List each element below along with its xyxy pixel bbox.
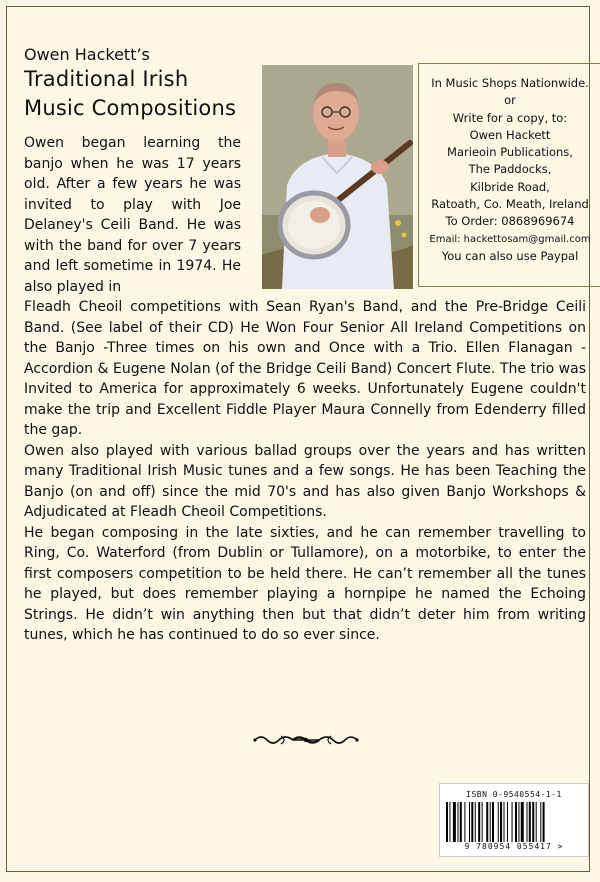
decorative-ornament-icon (251, 732, 361, 748)
contact-line: Kilbride Road, (470, 179, 550, 194)
isbn-digits: 9 780954 055417 > (464, 842, 564, 851)
isbn-barcode (439, 783, 589, 857)
contact-line: Write for a copy, to: (452, 110, 568, 125)
bio-body (24, 297, 586, 646)
bio-paragraph-3: He began composing in the late sixties, and he can remember travelling to Ring, Co. Waterford (from Dublin or Tullamore), on a motorbike, to enter the first composers competition to be held there. He can’t remember all the tunes he played, but does remember playing a hornpipe he named the Echoing Strings. He didn’t win anything then but that didn’t deter him from writing tunes, which he has continued to do so ever since. (24, 524, 586, 643)
bio-paragraph-1: Fleadh Cheoil competitions with Sean Ryan's Band, and the Pre-Bridge Ceili Band. (See label of their CD) He Won Four Senior All Ireland Competitions on the Banjo -Three times on his own and Once with a Trio. Ellen Flanagan - Accordion & Eugene Nolan (of the Bridge Ceili Band) Concert Flute. The trio was Invited to America for approximately 6 weeks. Unfortunately Eugene couldn't make the trip and Excellent Fiddle Player Maura Connelly from Edenderry filled the gap. (24, 299, 586, 438)
barcode-bars-icon (446, 802, 582, 842)
isbn-label: ISBN 0-9540554-1-1 (466, 790, 562, 799)
photo-illustration (262, 65, 413, 289)
paypal-note: You can also use Paypal (441, 248, 579, 263)
banjo-player-photo (262, 65, 413, 289)
title-line-2: Music Compositions (24, 96, 237, 120)
contact-line: Ratoath, Co. Meath, Ireland (431, 197, 589, 212)
contact-line: Owen Hackett (469, 127, 551, 142)
author-name: Owen Hackett’s (24, 45, 150, 64)
title-line-1: Traditional Irish (24, 67, 189, 91)
page-frame (6, 6, 590, 872)
order-phone: To Order: 0868969674 (445, 214, 575, 229)
contact-line: The Paddocks, (468, 162, 552, 177)
content-area (24, 45, 591, 643)
contact-box (418, 63, 600, 287)
contact-email: Email: hackettosam@gmail.com (429, 233, 591, 245)
contact-line: Marieoin Publications, (447, 145, 573, 160)
contact-line: In Music Shops Nationwide. (431, 76, 589, 90)
bio-paragraph-2: Owen also played with various ballad groups over the years and has written many Traditional Irish Music tunes and a few songs. He has been Teaching the Banjo (on and off) since the mid 70's and has also given Banjo Workshops & Adjudicated at Fleadh Cheoil Competitions. (24, 442, 586, 520)
contact-line: or (504, 93, 516, 108)
bio-intro: Owen began learning the banjo when he was 17 years old. After a few years he was invited to play with Joe Delaney's Ceili Band. He was with the band for over 7 years and left sometime in 1974. He also played in (24, 135, 241, 295)
